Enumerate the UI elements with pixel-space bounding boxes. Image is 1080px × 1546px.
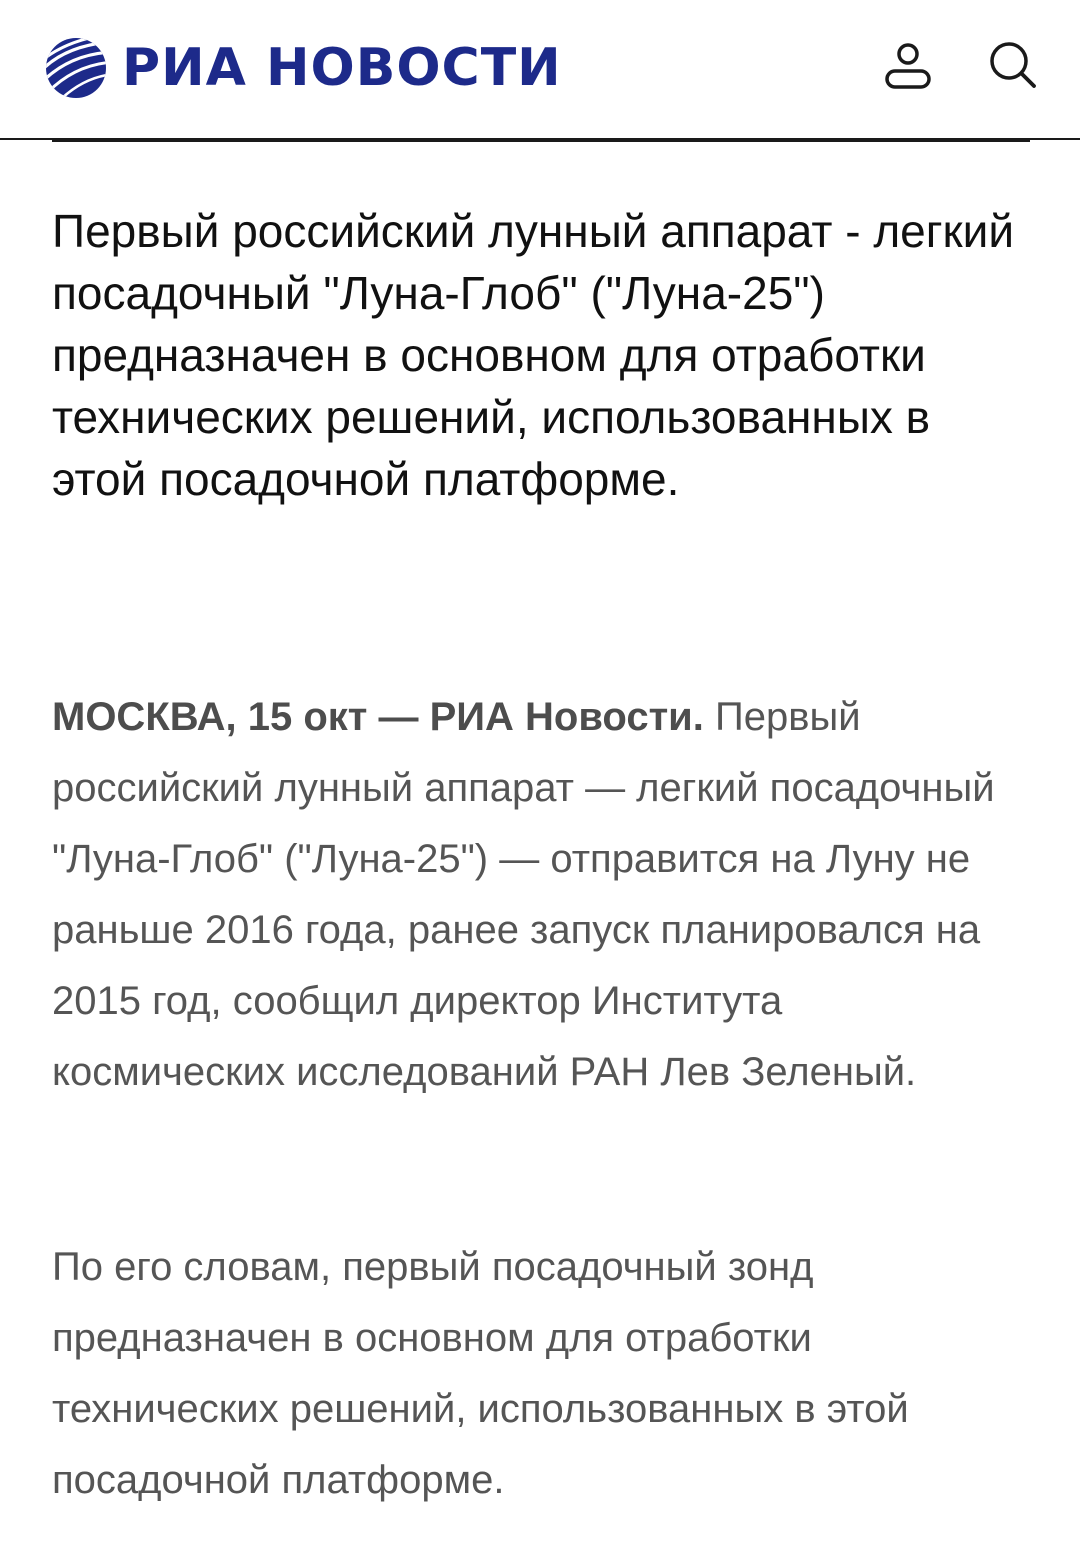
- article-paragraph: [52, 682, 1012, 1108]
- brand-name: РИА НОВОСТИ: [122, 38, 562, 98]
- site-header: [0, 0, 1080, 140]
- search-icon[interactable]: [984, 36, 1044, 96]
- article-dateline: МОСКВА, 15 окт — РИА Новости.: [52, 695, 704, 739]
- article-paragraph-text: Первый российский лунный аппарат — легкий посадочный "Луна-Глоб" ("Луна-25") — отправится на Луну не раньше 2016 года, ранее запуск планировался на 2015 год, сообщил директор Института космических исследований РАН Лев Зеленый.: [52, 695, 995, 1094]
- user-icon[interactable]: [878, 36, 938, 96]
- site-logo[interactable]: [44, 36, 562, 100]
- header-divider: [52, 140, 1030, 142]
- article-lead: Первый российский лунный аппарат - легкий посадочный "Луна-Глоб" ("Луна-25") предназначен в основном для отработки технических решений, использованных в этой посадочной платформе.: [52, 205, 1015, 505]
- ria-globe-logo-icon: [44, 36, 108, 100]
- article-paragraph: По его словам, первый посадочный зонд предназначен в основном для отработки технических решений, использованных в этой посадочной платформе.: [52, 1245, 909, 1502]
